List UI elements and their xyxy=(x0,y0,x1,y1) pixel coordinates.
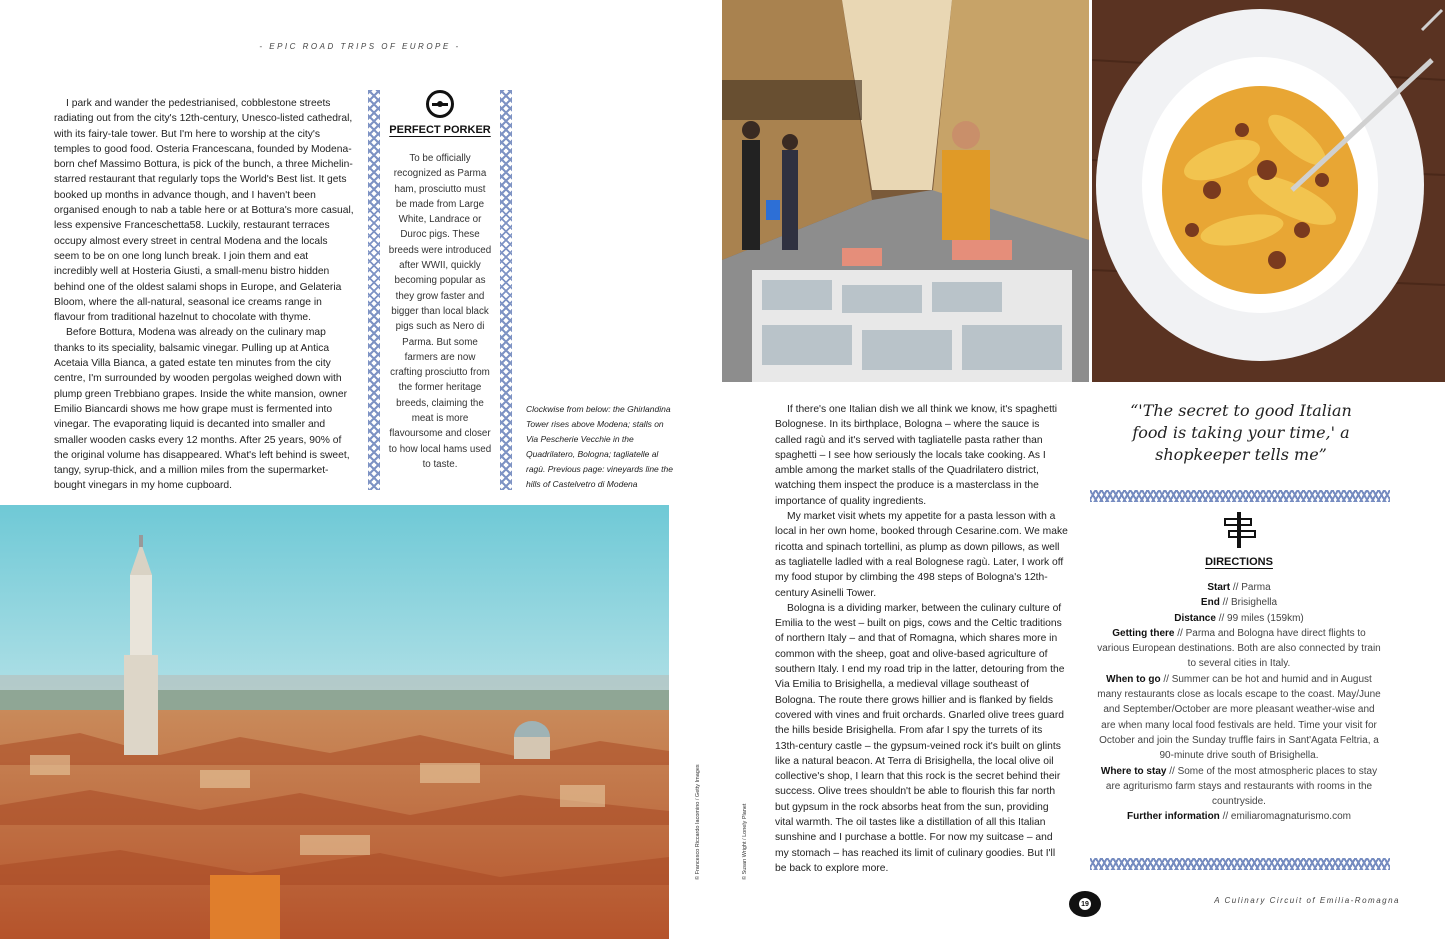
decorative-band-bottom xyxy=(1090,858,1390,870)
directions-list xyxy=(1096,580,1382,825)
steering-wheel-icon xyxy=(426,90,454,118)
direction-item: Start // Parma xyxy=(1207,582,1271,593)
directions-box xyxy=(1096,512,1382,825)
photo-tagliatelle-ragu xyxy=(1092,0,1445,382)
direction-item: Where to stay // Some of the most atmospheric places to stay are agriturismo farm stays and restaurants with rooms in the countryside. xyxy=(1100,765,1378,808)
paragraph: I park and wander the pedestrianised, cobblestone streets radiating out from the city's 12th-century, Unesco-listed cathedral, with its fairy-tale tower. But I'm here to worship at the city's temples to good food. Osteria Francescana, founded by Modena-born chef Massimo Bottura, is pick of the bunch, a three Michelin-starred restaurant that regularly tops the World's Best list. It gets booked up months in advance though, and I haven't been organised enough to nab a table here or at Bottura's more casual, less expensive Franceschetta58. Luckily, restaurant terraces occupy almost every street in central Modena and the locals seem to be on one long lunch break. I join them and eat incredibly well at Hosteria Giusti, a small-menu bistro hidden behind one of the oldest salami shops in Europe, and Gelateria Bloom, where the all-natural, seasonal ice creams range in flavour from traditional hazelnut to chocolate with thyme. xyxy=(54,98,354,324)
photo-modena-skyline xyxy=(0,505,669,939)
photo-bologna-market xyxy=(722,0,1089,382)
direction-item: Distance // 99 miles (159km) xyxy=(1174,612,1304,624)
paragraph: Bologna is a dividing marker, between the culinary culture of Emilia to the west – built on pigs, cows and the Celtic traditions of northern Italy – and that of Romagna, which shares more in common with the sheep, goat and olive-based agriculture of southern Italy. I end my road trip in the latter, detouring from the Via Emilia to Brisighella, a medieval village southeast of Bologna. The route there grows hillier and is flanked by fields covered with vines and fruit orchards. Gnarled olive trees guard the hills beside Brisighella. From afar I spy the turrets of its 13th-century castle – the gypsum-veined rock it's built on glints like a natural beacon. At Terra di Brisighella, the local olive oil collective's shop, I learn that this rock is the secret behind their success. Olive trees shouldn't be able to flourish this far north but gypsum in the rock absorbs heat from the sun, providing vital warmth. The oil tastes like a distillation of all this Italian sunshine and I purchase a bottle. For now my suitcase – and my stomach – has reached its limit of culinary goodies. But I'll be back to explore more. xyxy=(775,602,1065,874)
sidebar-text: To be officially recognized as Parma ham, prosciutto must be made from Large White, Landrace or Duroc pigs. These breeds were introduced after WWII, quickly becoming popular as they grow faster and bigger than local black pigs such as Nero di Parma. But some farmers are now crafting prosciutto from the former heritage breeds, claiming the meat is more flavoursome and closer to how local hams used to taste. xyxy=(388,153,492,470)
modena-skyline-illustration xyxy=(0,505,669,939)
direction-item: Further information // emiliaromagnaturismo.com xyxy=(1127,811,1351,823)
decorative-band-top xyxy=(1090,490,1390,502)
pull-quote: “'The secret to good Italian food is taking your time,' a shopkeeper tells me” xyxy=(1130,401,1352,464)
decorative-border xyxy=(368,90,380,490)
market-street-illustration xyxy=(722,0,1089,382)
body-column-right xyxy=(775,402,1068,876)
direction-item: Getting there // Parma and Bologna have direct flights to various European destinations. Both are also connected by train to several cities in Italy. xyxy=(1097,627,1381,670)
sidebar-perfect-porker xyxy=(368,90,512,490)
photo-credit: © Susan Wright / Lonely Planet xyxy=(742,803,748,880)
directions-title: DIRECTIONS xyxy=(1205,556,1273,568)
photo-caption: Clockwise from below: the Ghirlandina Tower rises above Modena; stalls on Via Pescherie Vecchie in the Quadrilatero, Bologna; tagliatelle al ragù. Previous page: vineyards line the hills of Castelvetro di Modena xyxy=(526,404,673,489)
signpost-icon xyxy=(1222,512,1256,548)
decorative-border xyxy=(500,90,512,490)
pasta-plate-illustration xyxy=(1092,0,1445,382)
direction-item: When to go // Summer can be hot and humid and in August many restaurants close as locals escape to the coast. May/June and September/October are more pleasant weather-wise and are when many local food festivals are held. Time your visit for October and join the Sunday truffle fairs in Sant'Agata Feltria, a 90-minute drive south of Brisighella. xyxy=(1097,673,1381,762)
body-column-left xyxy=(54,96,354,494)
running-footer: A Culinary Circuit of Emilia-Romagna xyxy=(1214,896,1400,905)
paragraph: If there's one Italian dish we all think we know, it's spaghetti Bolognese. In its birthplace, Bologna – where the sauce is called ragù and it's served with tagliatelle pasta rather than spaghetti – I see how seriously the locals take cooking. As I amble among the market stalls of the Quadrilatero district, watching them inspect the produce is a masterclass in the importance of quality ingredients. xyxy=(775,404,1058,507)
page-number-badge xyxy=(1069,891,1101,917)
running-header: - EPIC ROAD TRIPS OF EUROPE - xyxy=(259,42,461,51)
page-number: 19 xyxy=(1079,898,1091,910)
sidebar-title: PERFECT PORKER xyxy=(389,124,491,136)
photo-credit: © Francesco Riccardo Iacomino / Getty Images xyxy=(695,764,701,880)
direction-item: End // Brisighella xyxy=(1200,597,1278,609)
paragraph: My market visit whets my appetite for a pasta lesson with a local in her own home, booked through Cesarine.com. We make ricotta and spinach tortellini, as plump as down pillows, as well as tagliatelle ladled with a real Bolognese ragù. Later, I work off my food stupor by climbing the 498 steps of Bologna's 12th-century Asinelli Tower. xyxy=(775,511,1068,599)
paragraph: Before Bottura, Modena was already on the culinary map thanks to its speciality, balsamic vinegar. Pulling up at Antica Acetaia Villa Bianca, a gated estate ten minutes from the city centre, I'm surrounded by wooden pergolas weighed down with plump green Trebbiano grapes. Inside the white mansion, owner Emilio Biancardi shows me how grape must is fermented into vinegar. The evaporating liquid is decanted into smaller and smaller wooden casks every 12 months. After 25 years, 90% of the original volume has disappeared. What's left behind is sweet, tangy, syrup-thick, and a million miles from the supermarket-bought vinegars in my home cupboard. xyxy=(54,327,350,492)
